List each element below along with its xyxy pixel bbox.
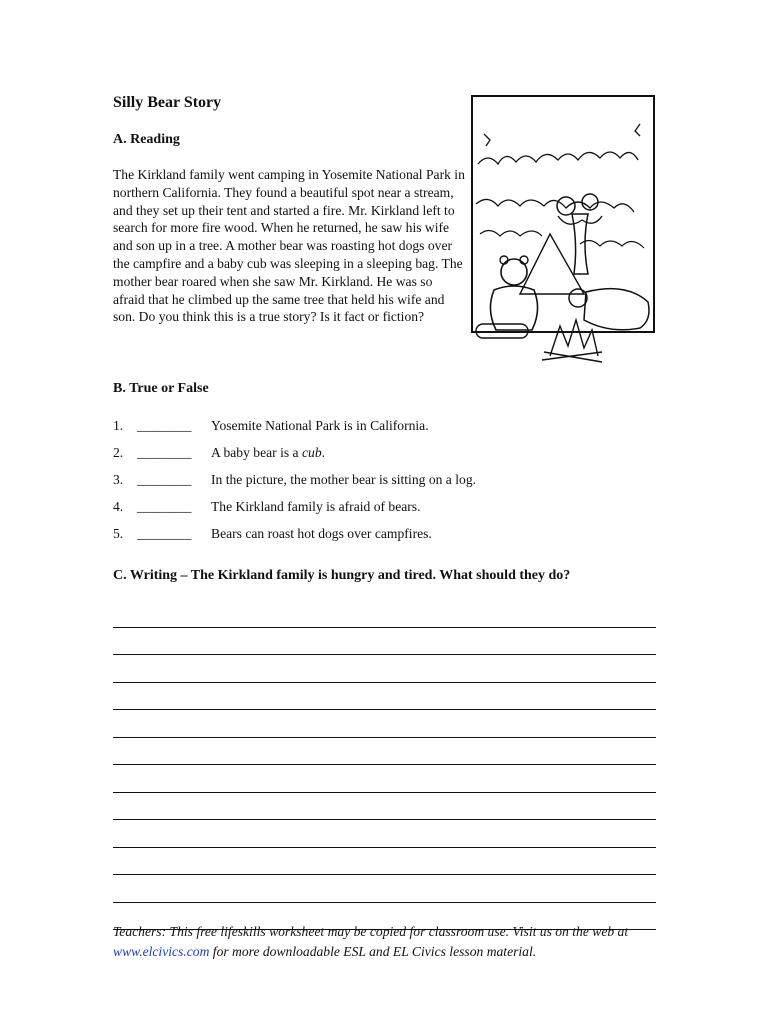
writing-lines[interactable]	[113, 600, 656, 930]
bear-camping-illustration	[470, 94, 656, 374]
statement-text: A baby bear is a cub.	[211, 445, 326, 460]
true-false-heading: B. True or False	[113, 381, 209, 396]
writing-line[interactable]	[113, 793, 656, 821]
writing-line[interactable]	[113, 628, 656, 656]
item-number: 4.	[113, 499, 124, 514]
answer-blank[interactable]: ________	[137, 445, 192, 460]
item-number: 3.	[113, 472, 124, 487]
writing-line[interactable]	[113, 738, 656, 766]
item-number: 2.	[113, 445, 124, 460]
reading-heading: A. Reading	[113, 132, 180, 147]
elcivics-link[interactable]: www.elcivics.com	[113, 944, 210, 959]
answer-blank[interactable]: ________	[137, 499, 192, 514]
worksheet-title: Silly Bear Story	[113, 94, 222, 111]
writing-line[interactable]	[113, 655, 656, 683]
writing-line[interactable]	[113, 848, 656, 876]
writing-line[interactable]	[113, 600, 656, 628]
writing-line[interactable]	[113, 710, 656, 738]
writing-heading: C. Writing – The Kirkland family is hungry and tired. What should they do?	[113, 568, 571, 583]
statement-text: The Kirkland family is afraid of bears.	[211, 499, 421, 514]
reading-passage: The Kirkland family went camping in Yosemite National Park in northern California. They found a beautiful spot near a stream, and they set up their tent and started a fire. Mr. Kirkland left to search for more fire wood. When he returned, he saw his wife and son up in a tree. A mother bear was roasting hot dogs over the campfire and a baby cub was sleeping in a sleeping bag. The mother bear roared when she saw Mr. Kirkland. He was so afraid that he climbed up the same tree that held his wife and son. Do you think this is a true story? Is it fact or fiction?	[113, 167, 465, 325]
statement-text: In the picture, the mother bear is sitting on a log.	[211, 472, 477, 487]
item-number: 5.	[113, 526, 124, 541]
item-number: 1.	[113, 418, 124, 433]
writing-line[interactable]	[113, 820, 656, 848]
answer-blank[interactable]: ________	[137, 526, 192, 541]
answer-blank[interactable]: ________	[137, 418, 192, 433]
answer-blank[interactable]: ________	[137, 472, 192, 487]
statement-text: Bears can roast hot dogs over campfires.	[211, 526, 432, 541]
statement-text: Yosemite National Park is in California.	[211, 418, 429, 433]
writing-line[interactable]	[113, 875, 656, 903]
teacher-footer-note: Teachers: This free lifeskills worksheet may be copied for classroom use. Visit us on the web at www.elcivics.com for more downloadable ESL and EL Civics lesson material.	[113, 924, 629, 959]
writing-line[interactable]	[113, 683, 656, 711]
writing-line[interactable]	[113, 765, 656, 793]
